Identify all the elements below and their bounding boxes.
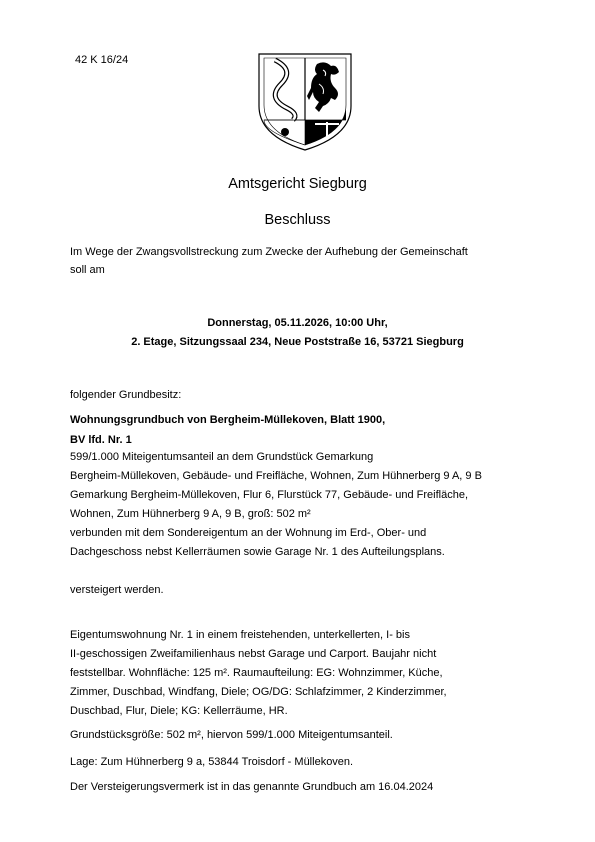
property-line: verbunden mit dem Sondereigentum an der Wohnung im Erd-, Ober- und [70,527,427,539]
property-line: Gemarkung Bergheim-Müllekoven, Flur 6, Flurstück 77, Gebäude- und Freifläche, [70,489,469,501]
document-type: Beschluss [264,212,331,228]
description-line: Duschbad, Flur, Diele; KG: Kellerräume, HR. [70,705,288,717]
property-line: Wohnen, Zum Hühnerberg 9 A, 9 B, groß: 502 m² [70,508,311,520]
property-bv: BV lfd. Nr. 1 [70,434,132,446]
description-line: II-geschossigen Zweifamilienhaus nebst Garage und Carport. Baujahr nicht [70,648,437,660]
court-name: Amtsgericht Siegburg [228,176,367,192]
description-line: Zimmer, Duschbad, Windfang, Diele; OG/DG: Schlafzimmer, 2 Kinderzimmer, [70,686,447,698]
property-register: Wohnungsgrundbuch von Bergheim-Müllekoven, Blatt 1900, [70,414,386,426]
plot-size: Grundstücksgröße: 502 m², hiervon 599/1.000 Miteigentumsanteil. [70,729,393,741]
description-line: Eigentumswohnung Nr. 1 in einem freistehenden, unterkellerten, I- bis [70,629,410,641]
appointment-location: 2. Etage, Sitzungssaal 234, Neue Poststraße 16, 53721 Siegburg [131,336,464,348]
property-line: Dachgeschoss nebst Kellerräumen sowie Garage Nr. 1 des Aufteilungsplans. [70,546,445,558]
description-line: feststellbar. Wohnfläche: 125 m². Raumaufteilung: EG: Wohnzimmer, Küche, [70,667,443,679]
intro-line-2: soll am [70,264,105,276]
auction-note: Der Versteigerungsvermerk ist in das genannte Grundbuch am 16.04.2024 [70,781,434,793]
intro-line-1: Im Wege der Zwangsvollstreckung zum Zwecke der Aufhebung der Gemeinschaft [70,246,468,258]
appointment-date-time: Donnerstag, 05.11.2026, 10:00 Uhr, [207,317,388,329]
property-line: Bergheim-Müllekoven, Gebäude- und Freifläche, Wohnen, Zum Hühnerberg 9 A, 9 B [70,470,482,482]
coat-of-arms-logo [255,48,355,153]
property-heading: folgender Grundbesitz: [70,389,182,401]
auction-phrase: versteigert werden. [70,584,164,596]
case-number: 42 K 16/24 [75,54,129,66]
property-line: 599/1.000 Miteigentumsanteil an dem Grundstück Gemarkung [70,451,374,463]
property-location: Lage: Zum Hühnerberg 9 a, 53844 Troisdorf - Müllekoven. [70,756,354,768]
